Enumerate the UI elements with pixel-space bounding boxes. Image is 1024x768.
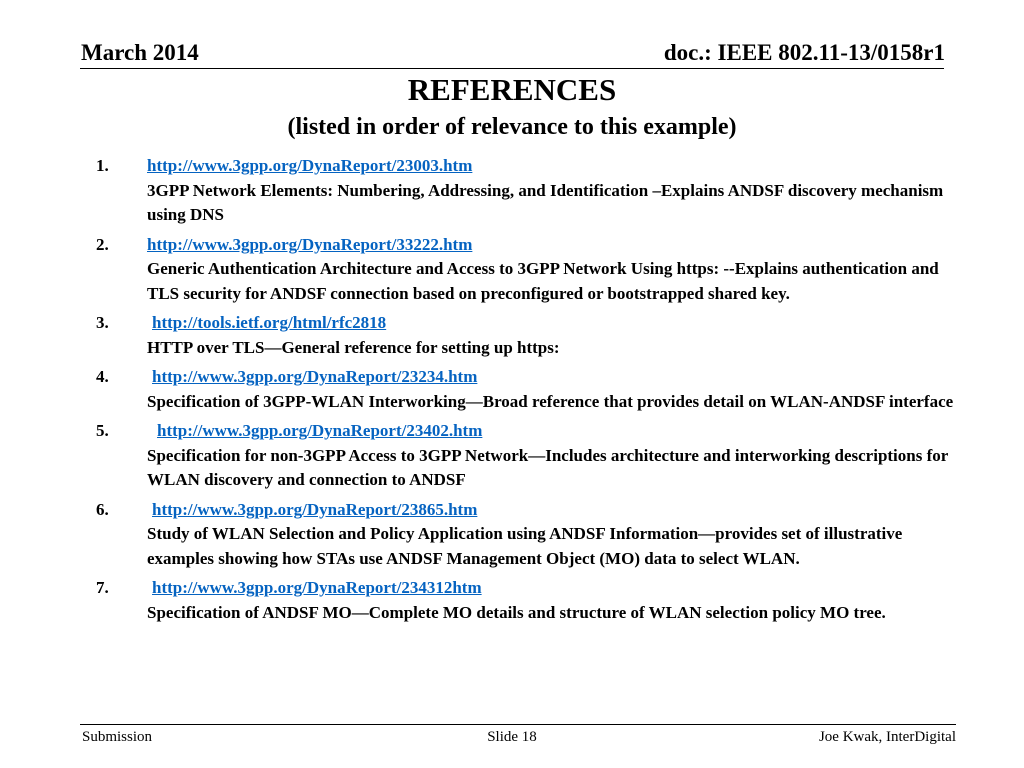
footer-submission: Submission: [82, 729, 153, 745]
reference-number: 6.: [96, 499, 109, 519]
reference-number: 5.: [96, 421, 109, 440]
slide-header-date: March 2014: [81, 40, 199, 65]
reference-description: Study of WLAN Selection and Policy Application using ANDSF Information—provides set of illustrative examples showing how STAs use ANDSF Management Object (MO) data to select WLAN.: [147, 524, 903, 568]
reference-number: 1.: [96, 156, 109, 175]
page-subtitle: (listed in order of relevance to this example): [287, 114, 737, 140]
reference-description: HTTP over TLS—General reference for setting up https:: [147, 337, 560, 357]
reference-item-1: [96, 154, 956, 228]
header-rule: [80, 68, 944, 69]
footer-rule: [80, 724, 956, 725]
reference-link[interactable]: http://www.3gpp.org/DynaReport/33222.htm: [147, 234, 473, 254]
reference-number: 2.: [96, 234, 109, 254]
reference-description: Specification for non-3GPP Access to 3GPP Network—Includes architecture and interworking descriptions for WLAN discovery and connection to ANDSF: [147, 445, 949, 489]
footer-slide-number: Slide 18: [487, 729, 537, 745]
reference-description: Generic Authentication Architecture and Access to 3GPP Network Using https: --Explains authentication and TLS security for ANDSF connection based on preconfigured or bootstrapped shared key.: [147, 259, 939, 303]
reference-item-4: [96, 365, 956, 414]
reference-link[interactable]: http://www.3gpp.org/DynaReport/23865.htm: [152, 499, 478, 519]
footer-author: Joe Kwak, InterDigital: [818, 729, 956, 745]
reference-item-7: [96, 576, 956, 625]
reference-description: Specification of ANDSF MO—Complete MO details and structure of WLAN selection policy MO tree.: [147, 602, 886, 622]
slide-header-doc-id: doc.: IEEE 802.11-13/0158r1: [663, 40, 945, 65]
reference-link[interactable]: http://www.3gpp.org/DynaReport/234312htm: [152, 578, 482, 597]
reference-list: [96, 154, 956, 630]
reference-description: Specification of 3GPP-WLAN Interworking—Broad reference that provides detail on WLAN-ANDSF interface: [147, 391, 954, 411]
page-title: REFERENCES: [407, 72, 617, 107]
reference-description: 3GPP Network Elements: Numbering, Addressing, and Identification –Explains ANDSF discovery mechanism using DNS: [147, 180, 944, 224]
reference-link[interactable]: http://www.3gpp.org/DynaReport/23402.htm: [157, 421, 483, 440]
reference-item-2: [96, 233, 956, 307]
reference-link[interactable]: http://tools.ietf.org/html/rfc2818: [152, 313, 387, 332]
reference-item-3: [96, 311, 956, 360]
reference-number: 7.: [96, 578, 109, 597]
reference-item-5: [96, 419, 956, 493]
reference-link[interactable]: http://www.3gpp.org/DynaReport/23003.htm: [147, 156, 473, 175]
reference-link[interactable]: http://www.3gpp.org/DynaReport/23234.htm: [152, 367, 478, 386]
reference-number: 4.: [96, 367, 109, 386]
reference-number: 3.: [96, 313, 109, 332]
reference-item-6: [96, 498, 956, 572]
